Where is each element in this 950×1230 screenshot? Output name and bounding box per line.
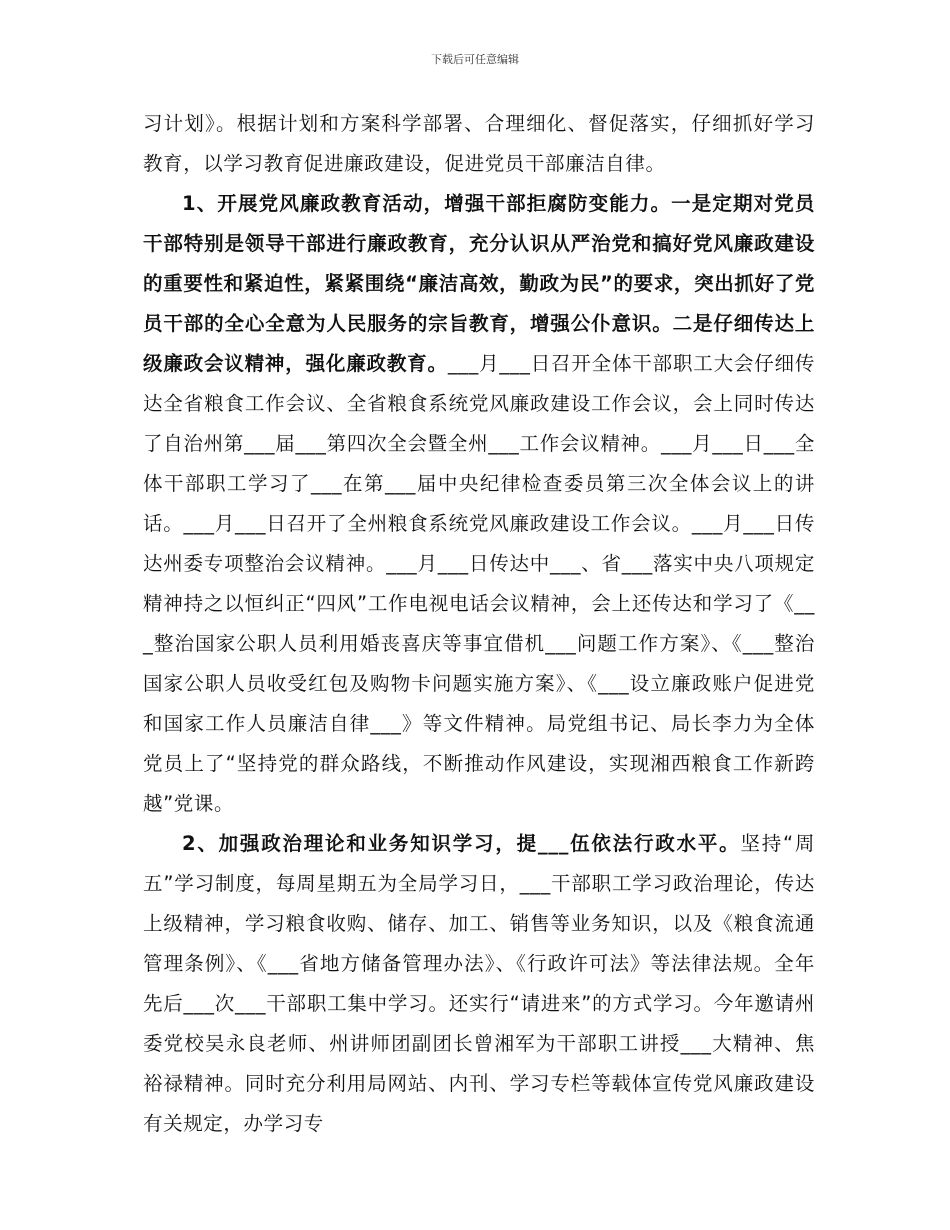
document-body [143, 104, 815, 1144]
page-header: 下载后可任意编辑 [431, 53, 519, 66]
section-2-body: 坚持“周五”学习制度，每周星期五为全局学习日，___干部职工学习政治理论，传达上级精神，学习粮食收购、储存、加工、销售等业务知识，以及《粮食流通管理条例》、《___省地方储备管理办法》、《行政许可法》等法律法规。全年先后___次___干部职工集中学习。还实行“请进来”的方式学习。今年邀请州委党校吴永良老师、州讲师团副团长曾湘军为干部职工讲授___大精神、焦裕禄精神。同时充分利用局网站、内刊、学习专栏等载体宣传党风廉政建设有关规定，办学习专 [143, 832, 815, 1135]
section-1-body: ___月___日召开全体干部职工大会仔细传达全省粮食工作会议、全省粮食系统党风廉政建设工作会议，会上同时传达了自治州第___届___第四次全会暨全州___工作会议精神。___月___日___全体干部职工学习了___在第___届中央纪律检查委员第三次全体会议上的讲话。___月___日召开了全州粮食系统党风廉政建设工作会议。___月___日传达州委专项整治会议精神。___月___日传达中___、省___落实中央八项规定精神持之以恒纠正“四风”工作电视电话会议精神，会上还传达和学习了《___整治国家公职人员利用婚丧喜庆等事宜借机___问题工作方案》、《___整治国家公职人员收受红包及购物卡问题实施方案》、《___设立廉政账户促进党和国家工作人员廉洁自律___》等文件精神。局党组书记、局长李力为全体党员上了“坚持党的群众路线，不断推动作风建设，实现湘西粮食工作新跨越”党课。 [143, 352, 815, 815]
section-2-heading: 2、加强政治理论和业务知识学习，提___伍依法行政水平。 [182, 832, 741, 855]
section-1-heading: 1、开展党风廉政教育活动，增强干部拒腐防变能力。一是定期对党员干部特别是领导干部进行廉政教育，充分认识从严治党和搞好党风廉政建设的重要性和紧迫性，紧紧围绕“廉洁高效，勤政为民”的要求，突出抓好了党员干部的全心全意为人民服务的宗旨教育，增强公仆意识。二是仔细传达上级廉政会议精神，强化廉政教育。 [143, 192, 815, 375]
paragraph-3 [143, 824, 815, 1144]
paragraph-2 [143, 184, 815, 824]
paragraph-1: 习计划》。根据计划和方案科学部署、合理细化、督促落实，仔细抓好学习教育，以学习教育促进廉政建设，促进党员干部廉洁自律。 [143, 112, 815, 175]
